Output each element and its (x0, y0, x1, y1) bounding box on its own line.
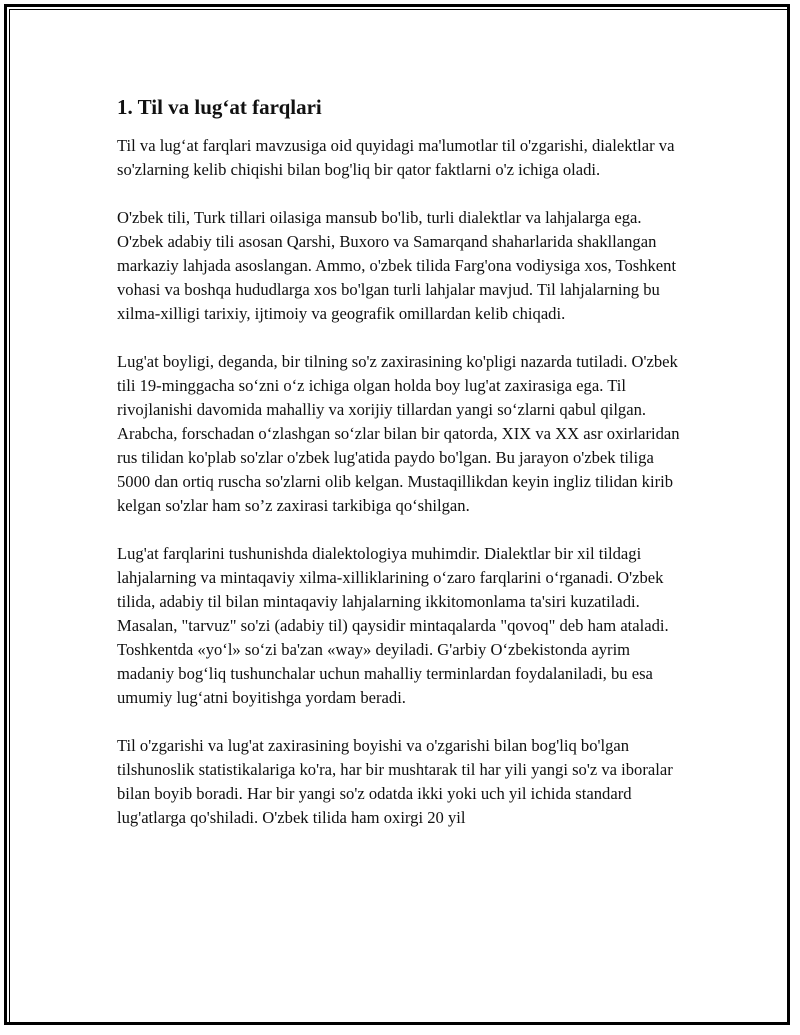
paragraph-statistics: Til o'zgarishi va lug'at zaxirasining boyishi va o'zgarishi bilan bog'liq bo'lgan tilshunoslik statistikalariga ko'ra, har bir mushtarak til har yili yangi so'z va iboralar bilan boyib boradi. Har bir yangi so'z odatda ikki yoki uch yil ichida standard lug'atlarga qo'shiladi. O'zbek tilida ham oxirgi 20 yil (117, 736, 673, 827)
section-heading: 1. Til va lug‘at farqlari (117, 95, 322, 119)
paragraph-dialects: O'zbek tili, Turk tillari oilasiga mansub bo'lib, turli dialektlar va lahjalarga ega. O'zbek adabiy tili asosan Qarshi, Buxoro va Samarqand shaharlarida shakllangan markaziy lahjada asoslangan. Ammo, o'zbek tilida Farg'ona vodiysiga xos, Toshkent vohasi va boshqa hududlarga xos bo'lgan turli lahjalar mavjud. Til lahjalarning bu xilma-xilligi tarixiy, ijtimoiy va geografik omillardan kelib chiqadi. (117, 208, 677, 323)
paragraph-intro: Til va lug‘at farqlari mavzusiga oid quyidagi ma'lumotlar til o'zgarishi, dialektlar va so'zlarning kelib chiqishi bilan bog'liq bir qator faktlarni o'z ichiga oladi. (117, 136, 675, 179)
paragraph-dialectology: Lug'at farqlarini tushunishda dialektologiya muhimdir. Dialektlar bir xil tildagi lahjalarning va mintaqaviy xilma-xilliklarining o‘zaro farqlarini o‘rganadi. O'zbek tilida, adabiy til bilan mintaqaviy lahjalarning ikkitomonlama ta'siri kuzatiladi. Masalan, "tarvuz" so'zi (adabiy til) qaysidir mintaqalarda "qovoq" deb ham ataladi. Toshkentda «yo‘l» so‘zi ba'zan «way» deyiladi. G'arbiy O‘zbekistonda ayrim madaniy bog‘liq tushunchalar uchun mahalliy terminlardan foydalaniladi, bu esa umumiy lug‘atni boyitishga yordam beradi. (117, 544, 669, 707)
document-body (117, 94, 691, 854)
paragraph-vocabulary: Lug'at boyligi, deganda, bir tilning so'z zaxirasining ko'pligi nazarda tutiladi. O'zbek tili 19-minggacha so‘zni o‘z ichiga olgan holda boy lug'at zaxirasiga ega. Til rivojlanishi davomida mahalliy va xorijiy tillardan yangi so‘zlarni qabul qilgan. Arabcha, forschadan o‘zlashgan so‘zlar bilan bir qatorda, XIX va XX asr oxirlaridan rus tilidan ko'plab so'zlar o'zbek lug'atida paydo bo'lgan. Bu jarayon o'zbek tiliga 5000 dan ortiq ruscha so'zlarni olib kelgan. Mustaqillikdan keyin ingliz tilidan kirib kelgan so'zlar ham so’z zaxirasi tarkibiga qo‘shilgan. (117, 352, 680, 515)
